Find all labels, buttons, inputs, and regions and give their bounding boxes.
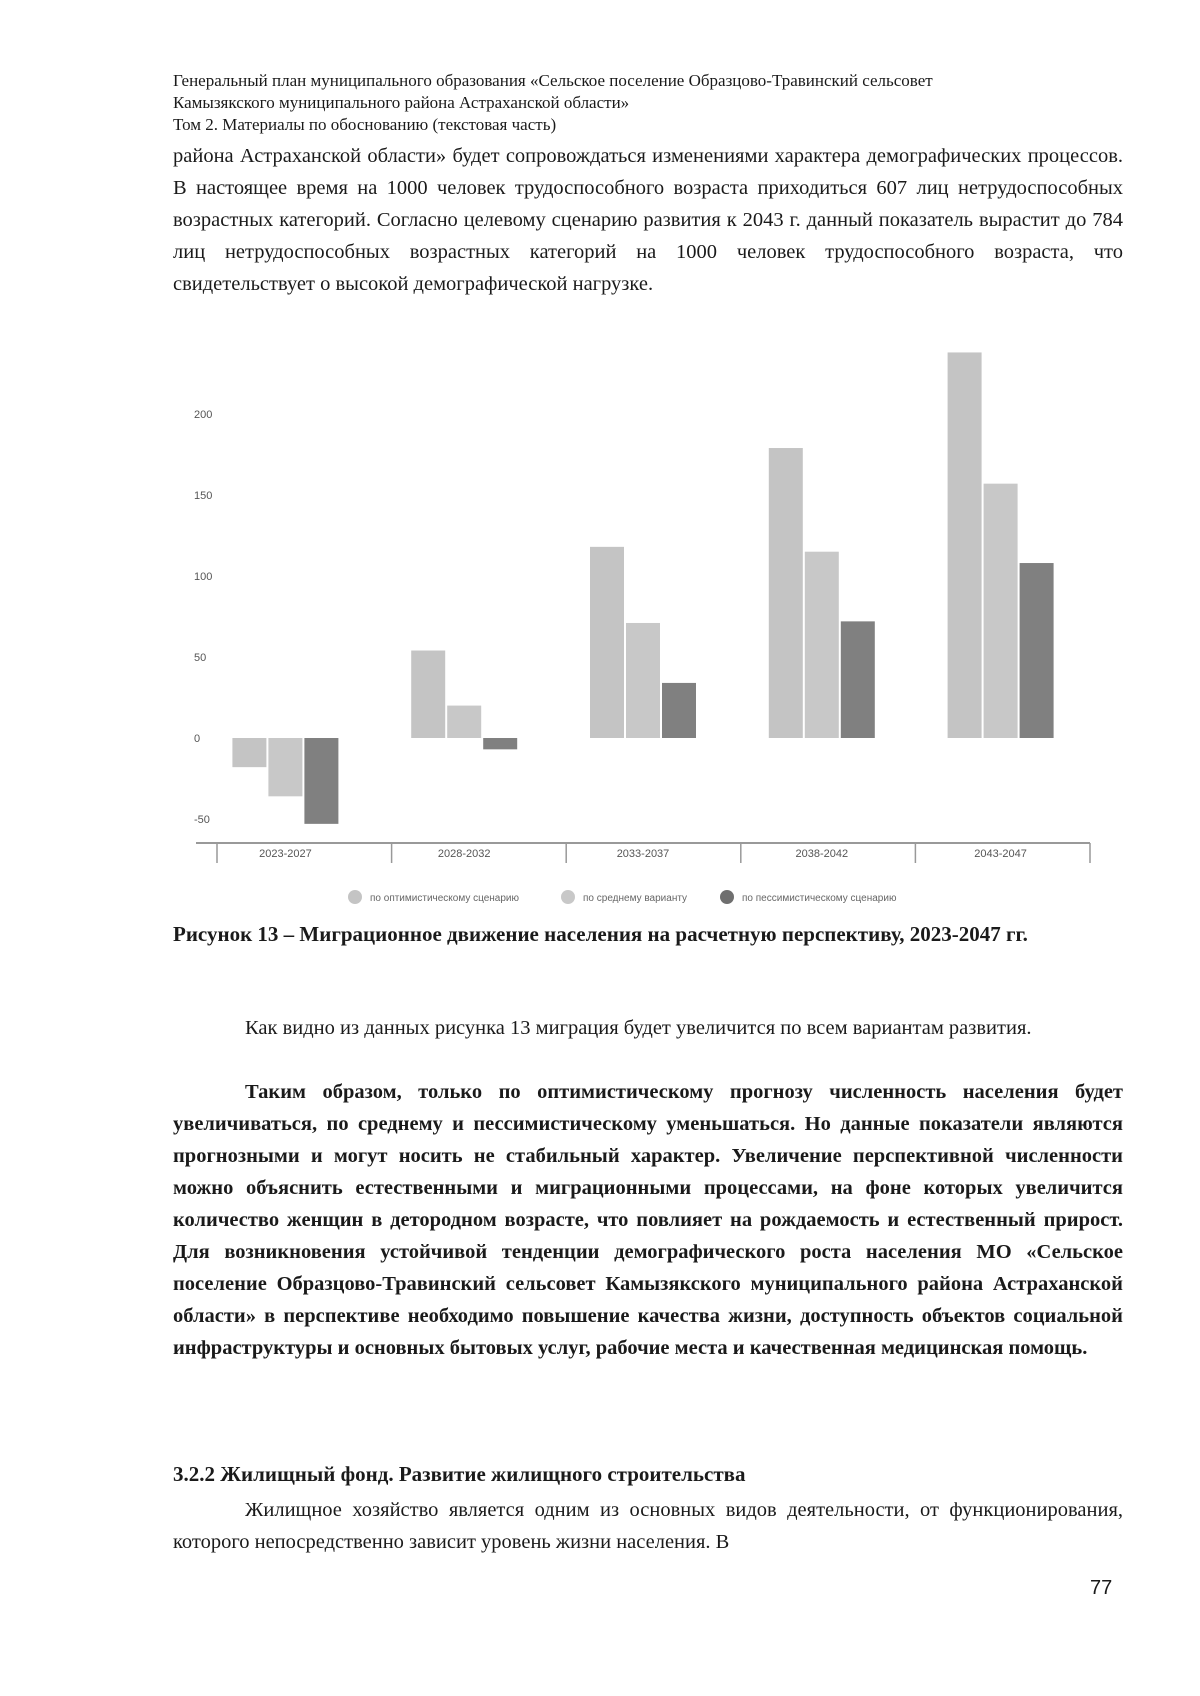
bar-2028-2032-series-2 <box>447 706 481 738</box>
bar-2033-2037-series-3 <box>662 683 696 738</box>
legend-label: по оптимистическому сценарию <box>370 893 520 904</box>
legend-marker <box>348 890 362 904</box>
header-line-2: Камызякского муниципального района Астраханской области» <box>173 93 630 112</box>
legend-label: по среднему варианту <box>583 893 688 904</box>
bar-2033-2037-series-2 <box>626 623 660 738</box>
bar-2033-2037-series-1 <box>590 547 624 738</box>
page-number: 77 <box>1090 1577 1113 1599</box>
bar-2038-2042-series-1 <box>769 448 803 738</box>
x-tick-label: 2033-2037 <box>616 848 670 860</box>
bar-2043-2047-series-2 <box>984 484 1018 738</box>
bar-2043-2047-series-3 <box>1020 563 1054 738</box>
bar-2028-2032-series-1 <box>411 651 445 738</box>
y-tick-label: 0 <box>194 733 201 745</box>
header-line-1: Генеральный план муниципального образования «Сельское поселение Образцово-Травинский сельсовет <box>173 71 933 90</box>
y-tick-label: 200 <box>194 409 213 421</box>
conclusion-paragraph: Таким образом, только по оптимистическому прогнозу численность населения будет увеличиваться, по среднему и пессимистическому уменьшаться. Но данные показатели являются прогнозными и могут носить не стабильный характер. Увеличение перспективной численности можно объяснить естественными и миграционными процессами, на фоне которых увеличится количество женщин в детородном возрасте, что повлияет на рождаемость и естественный прирост. Для возникновения устойчивой тенденции демографического роста населения МО «Сельское поселение Образцово-Травинский сельсовет Камызякского муниципального района Астраханской области» в перспективе необходимо повышение качества жизни, доступность объектов социальной инфраструктуры и основных бытовых услуг, рабочие места и качественная медицинская помощь. <box>173 1081 1123 1359</box>
legend-marker <box>720 890 734 904</box>
x-tick-label: 2028-2032 <box>437 848 491 860</box>
bar-2038-2042-series-2 <box>805 552 839 738</box>
header-line-3: Том 2. Материалы по обоснованию (текстовая часть) <box>173 115 557 134</box>
bar-2023-2027-series-1 <box>232 738 266 767</box>
bar-2043-2047-series-1 <box>948 352 982 738</box>
bar-2023-2027-series-3 <box>304 738 338 824</box>
y-tick-label: 100 <box>194 571 213 583</box>
y-tick-label: 50 <box>194 652 207 664</box>
paragraph-after-figure: Как видно из данных рисунка 13 миграция будет увеличится по всем вариантам развития. <box>245 1017 1032 1039</box>
legend-label: по пессимистическому сценарию <box>742 893 897 904</box>
y-tick-label: -50 <box>194 814 210 826</box>
bar-2038-2042-series-3 <box>841 621 875 738</box>
intro-paragraph: района Астраханской области» будет сопровождаться изменениями характера демографических процессов. В настоящее время на 1000 человек трудоспособного возраста приходиться 607 лиц нетрудоспособных возрастных категорий. Согласно целевому сценарию развития к 2043 г. данный показатель вырастит до 784 лиц нетрудоспособных возрастных категорий на 1000 человек трудоспособного возраста, что свидетельствует о высокой демографической нагрузке. <box>173 145 1123 295</box>
x-tick-label: 2023-2027 <box>259 848 312 860</box>
bar-2023-2027-series-2 <box>268 738 302 796</box>
figure-caption: Рисунок 13 – Миграционное движение населения на расчетную перспективу, 2023-2047 гг. <box>173 922 1028 946</box>
bar-2028-2032-series-3 <box>483 738 517 749</box>
x-tick-label: 2043-2047 <box>974 848 1027 860</box>
housing-paragraph: Жилищное хозяйство является одним из основных видов деятельности, от функционирования, которого непосредственно зависит уровень жизни населения. В <box>173 1499 1123 1553</box>
x-tick-label: 2038-2042 <box>795 848 849 860</box>
legend-marker <box>561 890 575 904</box>
y-tick-label: 150 <box>194 490 213 502</box>
section-heading: 3.2.2 Жилищный фонд. Развитие жилищного строительства <box>173 1462 746 1486</box>
